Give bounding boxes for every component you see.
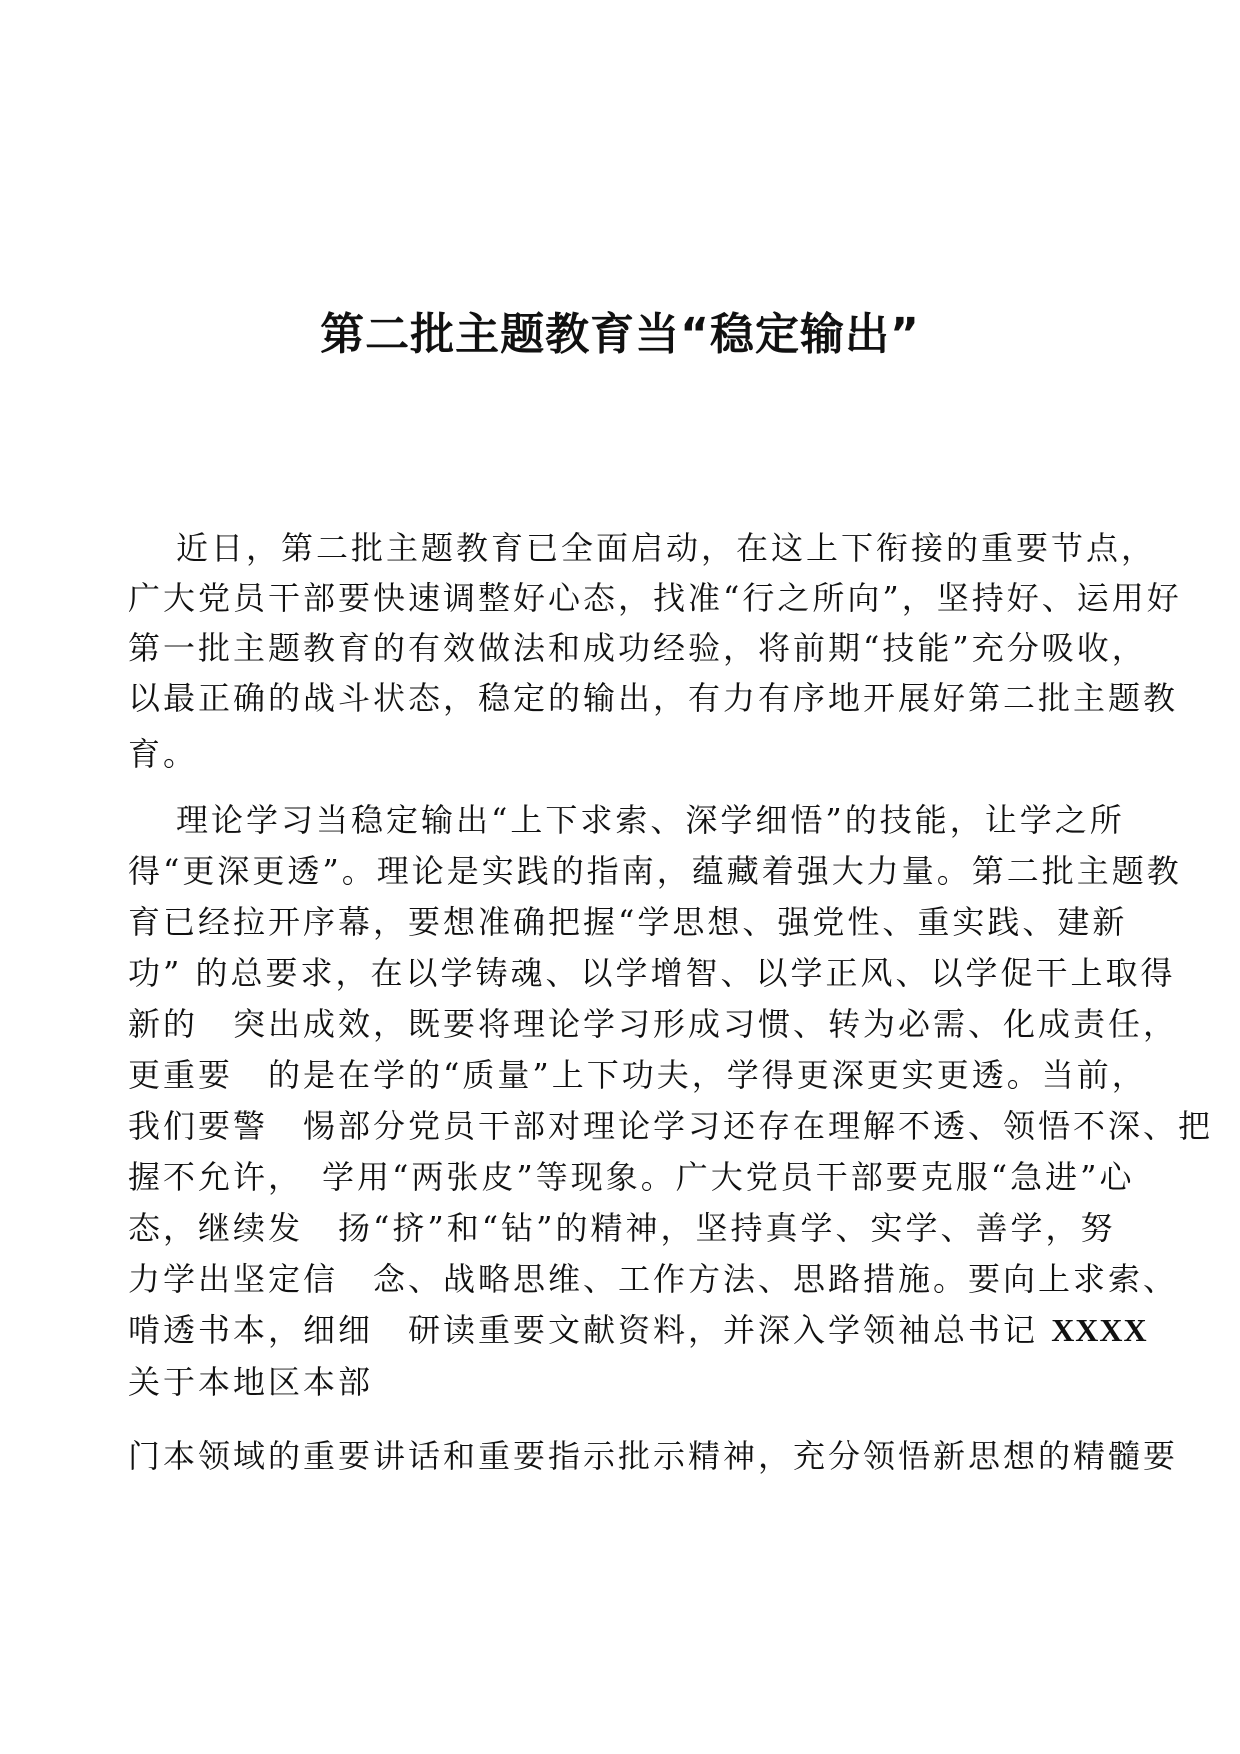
para3-line-1: 门本领域的重要讲话和重要指示批示精神，充分领悟新思想的精髓要	[128, 1437, 1179, 1475]
para2-line-7: 我们要警 惕部分党员干部对理论学习还存在理解不透、领悟不深、把	[128, 1107, 1214, 1145]
para1-line-4: 以最正确的战斗状态，稳定的输出，有力有序地开展好第二批主题教	[128, 679, 1179, 717]
para2-line-8: 握不允许， 学用“两张皮”等现象。广大党员干部要克服“急进”心	[128, 1158, 1135, 1196]
para2-line-2: 得“更深更透”。理论是实践的指南，蕴藏着强大力量。第二批主题教	[128, 852, 1182, 890]
para2-line-1: 理论学习当稳定输出“上下求索、深学细悟”的技能，让学之所	[176, 801, 1125, 839]
para1-line-1: 近日，第二批主题教育已全面启动，在这上下衔接的重要节点，	[176, 529, 1157, 567]
para1-line-3: 第一批主题教育的有效做法和成功经验，将前期“技能”充分吸收，	[128, 629, 1147, 667]
para2-line-9: 态，继续发 扬“挤”和“钻”的精神，坚持真学、实学、善学，努	[128, 1209, 1116, 1247]
para1-line-2: 广大党员干部要快速调整好心态，找准“行之所向”，坚持好、运用好	[128, 579, 1182, 617]
para1-line-5: 育。	[128, 735, 199, 773]
document-title: 第二批主题教育当“稳定输出”	[320, 309, 920, 360]
para2-line-5: 新的 突出成效，既要将理论学习形成习惯、转为必需、化成责任，	[128, 1005, 1179, 1043]
para2-line-3: 育已经拉开序幕，要想准确把握“学思想、强党性、重实践、建新	[128, 903, 1128, 941]
redacted-name: XXXX	[1051, 1312, 1148, 1348]
para2-line-4: 功” 的总要求，在以学铸魂、以学增智、以学正风、以学促干上取得	[128, 954, 1176, 992]
para2-line-6: 更重要 的是在学的“质量”上下功夫，学得更深更实更透。当前，	[128, 1056, 1147, 1094]
para2-line-11	[128, 1308, 1148, 1352]
para2-line-12: 关于本地区本部	[128, 1363, 374, 1401]
para2-line-11-text: 啃透书本，细细 研读重要文献资料，并深入学领袖总书记	[128, 1311, 1039, 1349]
para2-line-10: 力学出坚定信 念、战略思维、工作方法、思路措施。要向上求索、	[128, 1260, 1179, 1298]
